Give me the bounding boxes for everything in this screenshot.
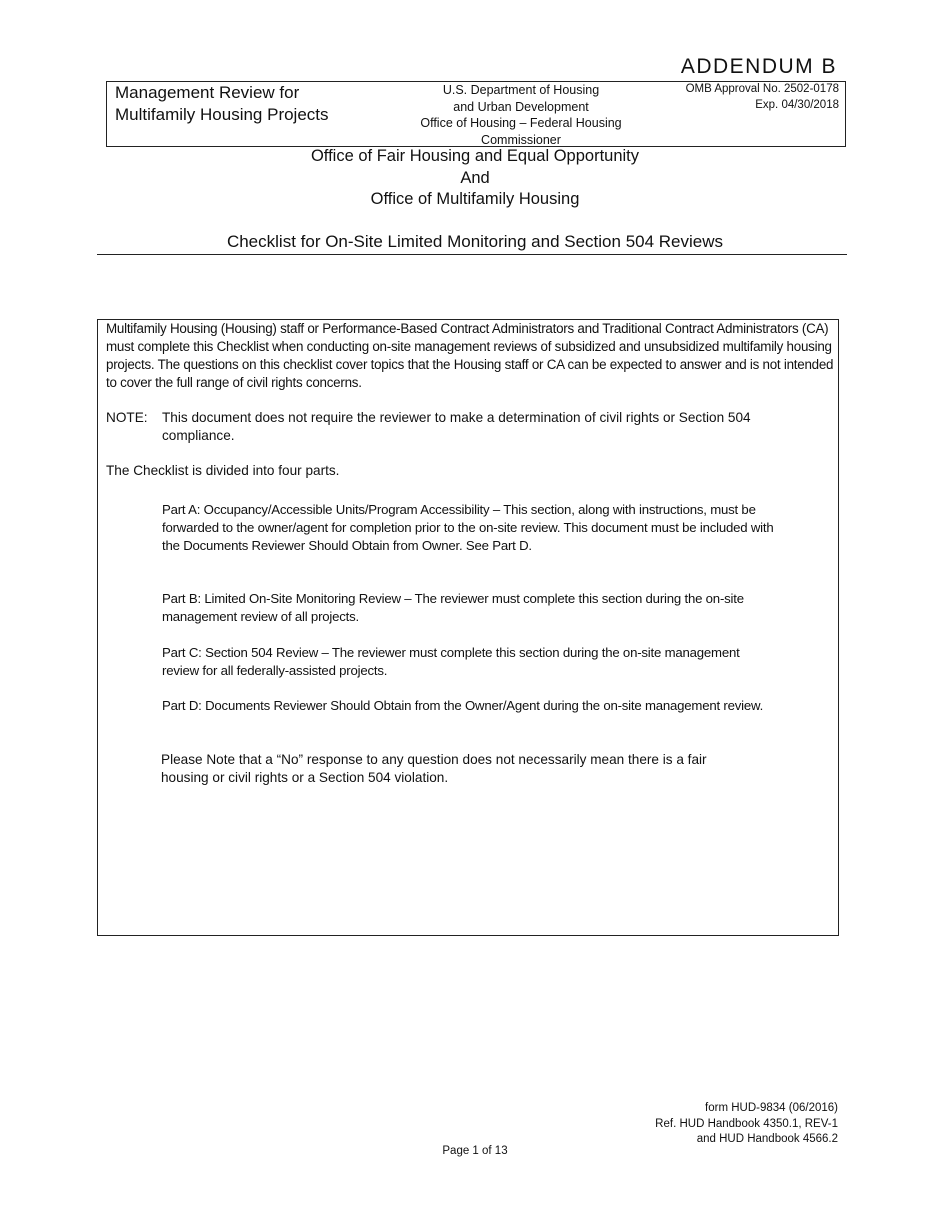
form-reference: form HUD-9834 (06/2016) Ref. HUD Handbook 4350.1, REV-1 and HUD Handbook 4566.2 bbox=[655, 1102, 838, 1145]
part-b: Part B: Limited On-Site Monitoring Review – The reviewer must complete this section during the on-site management review of all projects. bbox=[162, 591, 744, 624]
instructions-box bbox=[97, 319, 839, 936]
addendum-label: ADDENDUM B bbox=[680, 55, 837, 78]
part-c: Part C: Section 504 Review – The reviewer must complete this section during the on-site management review for all federally-assisted projects. bbox=[162, 645, 740, 678]
note-text: This document does not require the reviewer to make a determination of civil rights or Section 504 compliance. bbox=[162, 410, 751, 443]
part-a: Part A: Occupancy/Accessible Units/Program Accessibility – This section, along with instructions, must be forwarded to the owner/agent for completion prior to the on-site review. This document must be included with the Documents Reviewer Should Obtain from Owner. See Part D. bbox=[162, 502, 774, 553]
note-label: NOTE: bbox=[106, 410, 148, 425]
office-heading: Office of Fair Housing and Equal Opportunity And Office of Multifamily Housing bbox=[310, 147, 640, 208]
form-title: Management Review for Multifamily Housing Projects bbox=[115, 83, 329, 124]
part-d: Part D: Documents Reviewer Should Obtain from the Owner/Agent during the on-site management review. bbox=[162, 698, 764, 713]
page-number: Page 1 of 13 bbox=[442, 1145, 508, 1157]
intro-paragraph: Multifamily Housing (Housing) staff or Performance-Based Contract Administrators and Traditional Contract Administrators (CA) must complete this Checklist when conducting on-site management reviews of subsidized and unsubsidized multifamily housing projects. The questions on this checklist cover topics that the Housing staff or CA can be expected to answer and is not intended to cover the full range of civil rights concerns. bbox=[106, 321, 834, 390]
omb-approval: OMB Approval No. 2502-0178 Exp. 04/30/2018 bbox=[685, 83, 839, 111]
header-box bbox=[106, 81, 846, 147]
please-note: Please Note that a “No” response to any question does not necessarily mean there is a fair housing or civil rights or a Section 504 violation. bbox=[161, 752, 707, 785]
parts-intro: The Checklist is divided into four parts. bbox=[106, 463, 340, 478]
checklist-title: Checklist for On-Site Limited Monitoring and Section 504 Reviews bbox=[226, 232, 724, 251]
title-divider bbox=[97, 254, 847, 255]
agency-name: U.S. Department of Housing and Urban Development Office of Housing – Federal Housing Commissioner bbox=[420, 83, 622, 147]
